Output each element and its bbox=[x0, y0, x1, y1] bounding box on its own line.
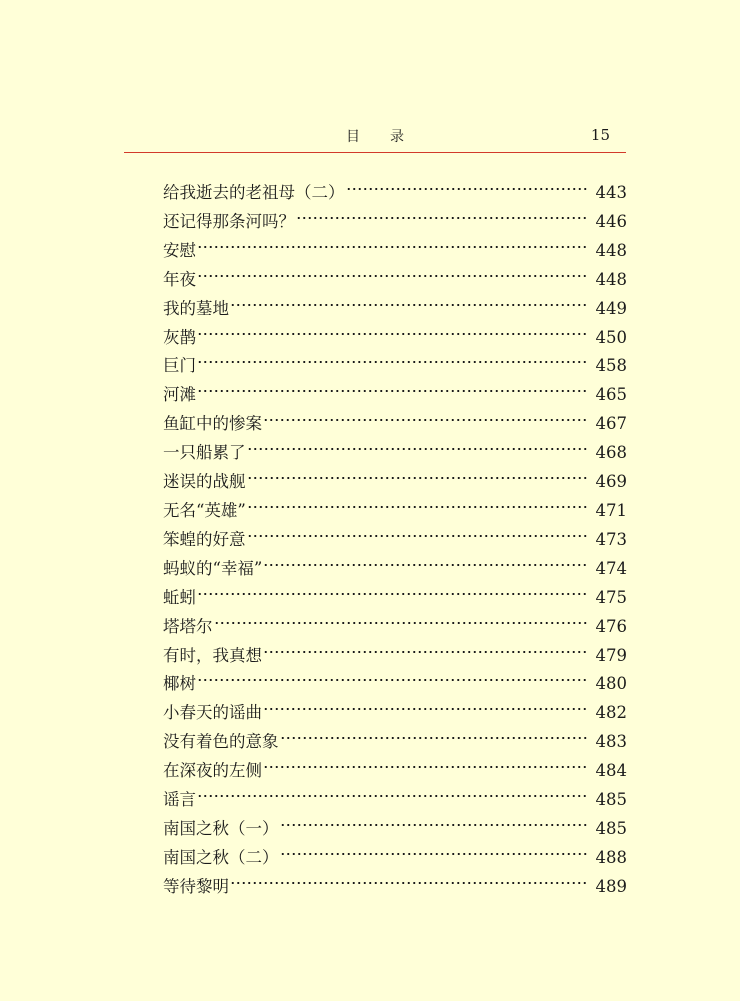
toc-entry bbox=[163, 170, 627, 202]
toc-entry-title: 安慰 bbox=[163, 240, 196, 260]
dot-leader bbox=[197, 228, 589, 256]
toc-entry-title: 没有着色的意象 bbox=[163, 732, 279, 752]
toc-entry-page: 476 bbox=[595, 616, 627, 636]
toc-entry-page: 448 bbox=[595, 240, 627, 260]
toc-entry bbox=[163, 315, 627, 347]
toc-entry-page: 450 bbox=[595, 327, 627, 347]
toc-entry bbox=[163, 343, 627, 376]
toc-entry bbox=[163, 575, 627, 607]
dot-leader bbox=[263, 633, 589, 661]
toc-entry-title: 年夜 bbox=[163, 269, 196, 289]
toc-entry-title: 等待黎明 bbox=[163, 876, 229, 896]
toc-entry-title: 谣言 bbox=[163, 790, 196, 810]
toc-entry bbox=[163, 257, 627, 289]
toc-entry bbox=[163, 604, 627, 636]
toc-entry-title: 我的墓地 bbox=[163, 298, 229, 318]
toc-entry bbox=[163, 690, 627, 723]
toc-entry-page: 489 bbox=[595, 876, 627, 896]
toc-entry-page: 484 bbox=[595, 761, 627, 781]
toc-entry-title: 有时，我真想 bbox=[163, 645, 262, 665]
toc-entry-page: 479 bbox=[595, 645, 627, 665]
dot-leader bbox=[197, 343, 589, 371]
toc-entry-title: 迷误的战舰 bbox=[163, 472, 246, 492]
dot-leader bbox=[346, 170, 590, 198]
dot-leader bbox=[247, 488, 589, 516]
toc-entry-page: 482 bbox=[595, 703, 627, 723]
toc-entry-page: 473 bbox=[595, 529, 627, 549]
toc-entry-title: 椰树 bbox=[163, 674, 196, 694]
dot-leader bbox=[197, 315, 589, 343]
dot-leader bbox=[214, 604, 590, 632]
dot-leader bbox=[263, 401, 589, 429]
toc-entry bbox=[163, 806, 627, 838]
toc-entry-title: 一只船累了 bbox=[163, 443, 246, 463]
toc-entry-page: 471 bbox=[595, 500, 627, 520]
toc-entry-title: 蚂蚁的“幸福” bbox=[163, 558, 263, 578]
dot-leader bbox=[263, 690, 589, 718]
dot-leader bbox=[247, 459, 590, 487]
toc-entry-page: 443 bbox=[595, 183, 627, 202]
header-title: 目录 bbox=[346, 129, 434, 145]
dot-leader bbox=[197, 372, 589, 400]
table-of-contents bbox=[163, 170, 627, 896]
toc-entry-title: 在深夜的左侧 bbox=[163, 761, 262, 781]
toc-entry-title: 小春天的谣曲 bbox=[163, 703, 262, 723]
dot-leader bbox=[247, 430, 590, 458]
dot-leader bbox=[197, 257, 589, 285]
toc-entry-page: 483 bbox=[595, 732, 627, 752]
toc-entry bbox=[163, 633, 627, 665]
toc-entry-page: 474 bbox=[595, 558, 627, 578]
toc-entry-title: 还记得那条河吗？ bbox=[163, 211, 295, 231]
dot-leader bbox=[197, 661, 589, 689]
toc-entry-title: 河滩 bbox=[163, 385, 196, 405]
toc-entry-title: 蚯蚓 bbox=[163, 587, 196, 607]
toc-entry-title: 南国之秋（一） bbox=[163, 818, 279, 838]
toc-entry bbox=[163, 661, 627, 694]
running-header bbox=[124, 122, 626, 152]
dot-leader bbox=[296, 199, 589, 227]
toc-entry-page: 469 bbox=[595, 472, 627, 492]
header-rule bbox=[124, 152, 626, 153]
toc-entry bbox=[163, 777, 627, 810]
toc-entry bbox=[163, 864, 627, 896]
dot-leader bbox=[263, 546, 589, 574]
dot-leader bbox=[197, 777, 589, 805]
toc-entry-title: 给我逝去的老祖母（二） bbox=[163, 183, 345, 202]
dot-leader bbox=[197, 575, 589, 603]
dot-leader bbox=[280, 719, 590, 747]
toc-entry-page: 467 bbox=[595, 414, 627, 434]
toc-entry-title: 无名“英雄” bbox=[163, 500, 246, 520]
toc-entry bbox=[163, 401, 627, 434]
toc-entry bbox=[163, 286, 627, 318]
toc-entry-title: 灰鹊 bbox=[163, 327, 196, 347]
toc-entry-title: 塔塔尔 bbox=[163, 616, 213, 636]
toc-entry-page: 446 bbox=[595, 211, 627, 231]
toc-entry bbox=[163, 228, 627, 260]
toc-entry-page: 458 bbox=[595, 356, 627, 376]
toc-entry-page: 449 bbox=[595, 298, 627, 318]
toc-entry-page: 485 bbox=[595, 790, 627, 810]
toc-entry-page: 448 bbox=[595, 269, 627, 289]
toc-entry-page: 475 bbox=[595, 587, 627, 607]
header-page-number: 15 bbox=[590, 126, 610, 144]
toc-entry-page: 480 bbox=[595, 674, 627, 694]
toc-entry-page: 468 bbox=[595, 443, 627, 463]
dot-leader bbox=[230, 864, 589, 892]
dot-leader bbox=[247, 517, 590, 545]
toc-entry-title: 巨门 bbox=[163, 356, 196, 376]
toc-entry-title: 笨蝗的好意 bbox=[163, 529, 246, 549]
dot-leader bbox=[280, 835, 590, 863]
dot-leader bbox=[230, 286, 589, 314]
toc-entry-title: 南国之秋（二） bbox=[163, 847, 279, 867]
toc-entry-page: 465 bbox=[595, 385, 627, 405]
dot-leader bbox=[263, 748, 589, 776]
toc-entry-page: 485 bbox=[595, 818, 627, 838]
toc-entry bbox=[163, 372, 627, 405]
toc-entry-title: 鱼缸中的惨案 bbox=[163, 414, 262, 434]
toc-entry-page: 488 bbox=[595, 847, 627, 867]
dot-leader bbox=[280, 806, 590, 834]
